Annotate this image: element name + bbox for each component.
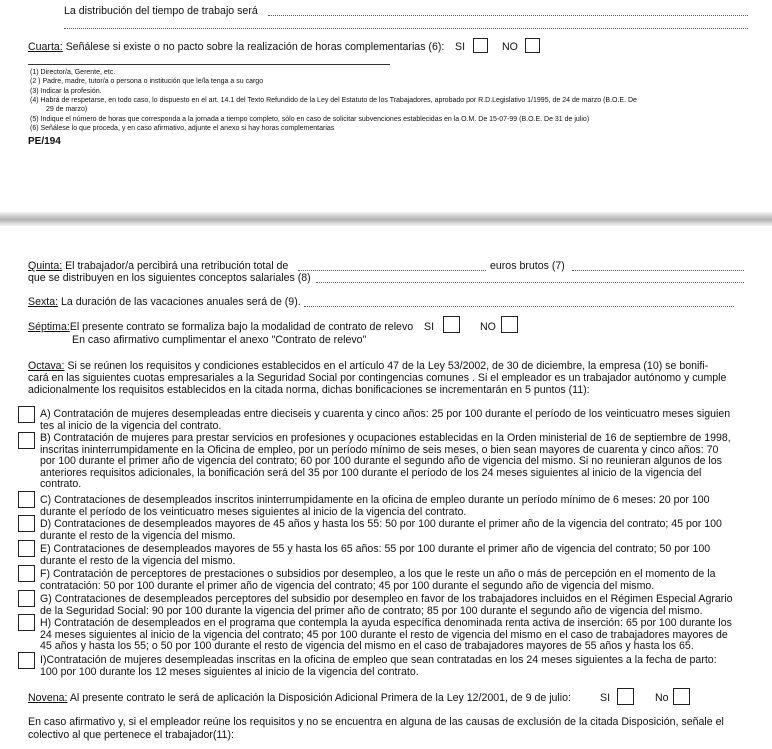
- option-g-checkbox[interactable]: [18, 590, 35, 607]
- option-line: inscritas ininterrumpidamente en la Oficina de empleo, por un período mínimo de seis meses, o bien sean mayores de cuarenta y cinco años: 70: [40, 443, 719, 456]
- novena-text: Al presente contrato le será de aplicación la Disposición Adicional Primera de la Ley 12/2001, de 9 de julio:: [67, 692, 571, 704]
- page-break: [0, 212, 772, 226]
- option-line: durante el resto de la vigencia del mismo.: [40, 529, 236, 542]
- footnote-divider: [28, 64, 390, 65]
- septima-si-checkbox[interactable]: [443, 316, 460, 333]
- septima-heading: Séptima:: [28, 321, 70, 333]
- salary-total-field[interactable]: [298, 270, 486, 271]
- option-a-text: [40, 409, 746, 432]
- option-line: durante el período de los veinticuatro meses siguientes al inicio de la vigencia del contrato.: [40, 505, 467, 518]
- septima-text: El presente contrato se formaliza bajo la modalidad de contrato de relevo: [69, 321, 414, 333]
- option-h-text: [40, 618, 746, 653]
- option-d-text: [40, 519, 746, 542]
- option-b-text: [40, 433, 746, 491]
- option-line: H) Contratación de desempleados en el programa que contempla la ayuda específica denominada renta activa de inserción: 65 por 100 durante los: [40, 617, 732, 629]
- cuarta-si-checkbox[interactable]: [473, 38, 488, 53]
- option-line: por 100 durante el primer año de vigencia del contrato; 60 por 100 durante el segundo año de vigencia del mismo. Si no reunieran algunos de los: [40, 455, 722, 468]
- option-line: C) Contrataciones de desempleados inscritos ininterrumpidamente en la oficina de empleo durante un período mínimo de 6 meses: 20 por 100: [40, 494, 710, 506]
- novena-no-checkbox[interactable]: [673, 688, 690, 705]
- option-e-text: [40, 544, 746, 567]
- quinta-heading: Quinta:: [28, 260, 63, 272]
- footnote: (6) Señálese lo que proceda, y en caso afirmativo, adjunte el anexo si hay horas complementarias: [30, 125, 335, 132]
- option-g-text: [40, 594, 746, 617]
- sexta-text: La duración de las vacaciones anuales será de (9).: [58, 296, 301, 308]
- quinta-clause: [28, 260, 288, 272]
- option-line: A) Contratación de mujeres desempleadas entre dieciseis y cuarenta y cinco años: 25 por 100 durante el período de los veinticuatro meses siguien: [40, 408, 731, 420]
- option-h-checkbox[interactable]: [18, 614, 35, 631]
- quinta-concepts-label: que se distribuyen en los siguientes conceptos salariales (8): [28, 272, 311, 284]
- option-line: tes al inicio de la vigencia del contrato.: [40, 419, 222, 432]
- cuarta-no-label: NO: [502, 41, 518, 53]
- option-f-checkbox[interactable]: [18, 565, 35, 582]
- novena-no-label: No: [655, 692, 669, 704]
- septima-no-label: NO: [480, 321, 496, 333]
- cuarta-heading: Cuarta:: [28, 41, 63, 53]
- octava-text: Si se reúnen los requisitos y condiciones establecidos en el artículo 47 de la Ley 53/2002, de 30 de diciembre, la empresa (10) se bonifi-: [64, 360, 709, 372]
- option-c-text: [40, 495, 746, 518]
- option-a-checkbox[interactable]: [18, 406, 35, 423]
- option-line: D) Contrataciones de desempleados mayores de 45 años y hasta los 55: 50 por 100 durante el primer año de la vigencia del contrato; 45 por 100: [40, 518, 722, 530]
- option-line: anteriores requisitos adicionales, la bonificación será del 35 por 100 durante el período de los 24 meses siguientes al inicio de la vigencia del: [40, 466, 702, 479]
- final-line: colectivo al que pertenece el trabajador(11):: [28, 729, 234, 741]
- octava-heading: Octava:: [28, 360, 65, 372]
- novena-si-label: SI: [600, 692, 611, 704]
- cuarta-si-label: SI: [455, 41, 466, 53]
- option-f-text: [40, 569, 746, 592]
- footnote: (2 ) Padre, madre, tutor/a o persona o institución que le/la tenga a su cargo: [30, 78, 264, 85]
- septima-clause: [28, 321, 413, 333]
- option-i-checkbox[interactable]: [18, 652, 35, 669]
- option-line: G) Contrataciones de desempleados perceptores del subsidio por desempleo en favor de los trabajadores incluidos en el Régimen Especial Agrario: [40, 593, 733, 605]
- septima-note: En caso afirmativo cumplimentar el anexo "Contrato de relevo": [72, 334, 367, 346]
- quinta-text: El trabajador/a percibirá una retribución total de: [62, 260, 289, 272]
- octava-line: cará en las siguientes cuotas empresariales a la Seguridad Social por contingencias comunes . Si el empleador es un trabajador autónomo y cumple: [28, 372, 727, 384]
- footnote: (3) Indicar la profesión.: [30, 88, 102, 95]
- footnote: (5) Indique el número de horas que corresponda a la jornada a tiempo completo, sólo en caso de solicitar subvenciones establecidas en la O.M. De 15-07-99 (B.O.E. De 31 de julio): [30, 116, 590, 123]
- work-time-distribution-field[interactable]: [268, 15, 748, 16]
- cuarta-no-checkbox[interactable]: [525, 38, 540, 53]
- novena-heading: Novena:: [28, 692, 68, 704]
- option-line: de la Seguridad Social: 90 por 100 durante la vigencia del primer año de contrato; 85 por 100 durante el segundo año de vigencia del mismo.: [40, 604, 703, 617]
- option-line: 45 años y hasta los 55; o 50 por 100 durante el resto de vigencia del mismo en el caso de trabajadores mayores de 55 años y hasta los 65.: [40, 640, 694, 653]
- final-line: En caso afirmativo y, si el empleador reúne los requisitos y no se encuentra en alguna de las causas de exclusión de la citada Disposición, señale el: [28, 716, 724, 728]
- salary-euros-field[interactable]: [572, 270, 744, 271]
- option-line: I)Contratación de mujeres desempleadas inscritas en la oficina de empleo que sean contratadas en los 24 meses siguientes a la fecha de parto:: [40, 654, 717, 666]
- septima-no-checkbox[interactable]: [501, 316, 518, 333]
- salary-concepts-field[interactable]: [316, 282, 744, 283]
- form-code: PE/194: [28, 136, 61, 147]
- option-i-text: [40, 655, 746, 678]
- cuarta-clause: [28, 41, 444, 53]
- octava-line: [28, 360, 708, 372]
- option-line: 100 por 100 durante los 12 meses siguientes al inicio de la vigencia del contrato.: [40, 665, 419, 678]
- vacation-duration-field[interactable]: [304, 306, 734, 307]
- quinta-euros-label: euros brutos (7): [490, 260, 565, 272]
- work-time-distribution-label: La distribución del tiempo de trabajo será: [64, 5, 258, 17]
- option-line: contrato.: [40, 478, 82, 491]
- footnote: 29 de marzo): [46, 106, 88, 113]
- sexta-clause: [28, 296, 301, 308]
- footnote: (1) Director/a, Gerente, etc.: [30, 69, 116, 76]
- option-c-checkbox[interactable]: [18, 491, 35, 508]
- option-d-checkbox[interactable]: [18, 515, 35, 532]
- work-time-distribution-field-2[interactable]: [64, 28, 748, 29]
- sexta-heading: Sexta:: [28, 296, 59, 308]
- option-e-checkbox[interactable]: [18, 540, 35, 557]
- option-line: durante el resto de la vigencia del mismo.: [40, 554, 236, 567]
- footnote: (4) Habrá de respetarse, en todo caso, lo dispuesto en el art. 14.1 del Texto Refundido de la Ley del Estatuto de los Trabajadores, aprobado por R.D.Legislativo 1/1995, de 24 de marzo (B.O.E. De: [30, 97, 637, 104]
- option-line: contratación: 50 por 100 durante el primer año de vigencia del contrato; 45 por 100 durante el segundo año de vigencia del mismo.: [40, 579, 655, 592]
- septima-si-label: SI: [424, 321, 435, 333]
- novena-si-checkbox[interactable]: [617, 688, 634, 705]
- option-line: F) Contratación de perceptores de prestaciones o subsidios por desempleo, a los que le reste un año o más de percepción en el momento de la: [40, 568, 716, 580]
- cuarta-text: Señálese si existe o no pacto sobre la realización de horas complementarias (6):: [62, 41, 445, 53]
- octava-line: adicionalmente los requisitos establecidos en la citada norma, dichas bonificaciones se incrementarán en 5 puntos (11):: [28, 384, 590, 396]
- option-b-checkbox[interactable]: [18, 432, 35, 449]
- option-line: 24 meses siguientes al inicio de la vigencia del contrato; 45 por 100 durante el resto de vigencia del mismo en el caso de trabajadores mayores de: [40, 628, 728, 641]
- novena-clause: [28, 692, 571, 704]
- option-line: B) Contratación de mujeres para prestar servicios en profesiones y ocupaciones establecidas en la Orden ministerial de 16 de septiembre de 1998,: [40, 432, 731, 444]
- option-line: E) Contrataciones de desempleados mayores de 55 y hasta los 65 años: 55 por 100 durante el primer año de vigencia del contrato; 50 por 100: [40, 543, 711, 555]
